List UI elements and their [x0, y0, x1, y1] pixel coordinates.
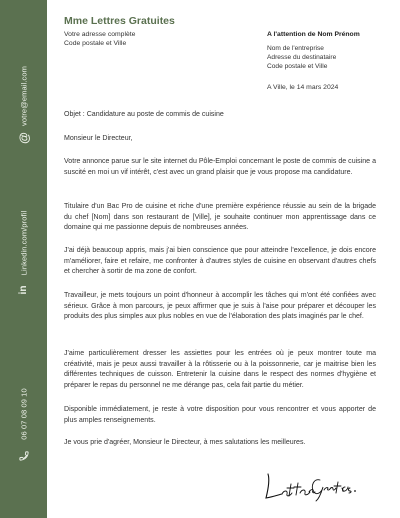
- letter-salutation: Monsieur le Directeur,: [64, 135, 133, 142]
- letter-paragraph: Disponible immédiatement, je reste à votre disposition pour vous rencontrer et vous apporter de plus amples renseignements.: [64, 406, 376, 424]
- sidebar-phone[interactable]: 06 07 08 09 10: [19, 388, 29, 440]
- recipient-city: Code postale et Ville: [267, 63, 328, 70]
- letter-paragraph: Travailleur, je mets toujours un point d'honneur à accomplir les tâches qui m'ont été confiées avec sérieux. Grâce à mon parcours, je peux affirmer que je suis à l'aise pour préparer et découper les produits des plus simples aux plus nobles en vue de l'élaboration des plats imaginés par le chef.: [64, 292, 376, 320]
- letter-paragraph: Votre annonce parue sur le site internet du Pôle-Emploi concernant le poste de commis de cuisine a suscité en moi un vif intérêt, c'est avec un grand plaisir que je vous propose ma candidature.: [64, 158, 376, 176]
- letter-paragraph: Je vous prie d'agréer, Monsieur le Directeur, à mes salutations les meilleures.: [64, 439, 306, 446]
- signature-image: [262, 470, 362, 504]
- sidebar-email[interactable]: votre@email.com: [19, 66, 29, 126]
- letter-paragraph: J'aime particulièrement dresser les assiettes pour les entrées où je peux montrer toute ma créativité, mais je peux aussi travailler à la rôtisserie ou à la poissonnerie, car je maitrise bien les différentes techniques de cuisson. Entretenir la cuisine dans le respect des normes d'hygiène et préparer le repas du personnel ne me dérange pas, cela fait partie du métier.: [64, 350, 376, 389]
- recipient-company: Nom de l'entreprise: [267, 45, 324, 52]
- linkedin-icon: in: [17, 285, 29, 295]
- recipient-title: A l'attention de Nom Prénom: [267, 31, 360, 38]
- letter-date: A Ville, le 14 mars 2024: [267, 84, 339, 91]
- contact-sidebar: [0, 0, 47, 518]
- letter-paragraph: J'ai déjà beaucoup appris, mais j'ai bien conscience que pour atteindre l'excellence, je dois encore m'améliorer, faire et refaire, me confronter à d'autres styles de cuisine en observant d'autres chefs et chercher à sortir de ma zone de confort.: [64, 247, 376, 275]
- sender-city: Code postale et Ville: [64, 40, 127, 47]
- recipient-address: Adresse du destinataire: [267, 54, 337, 61]
- sidebar-linkedin[interactable]: Linkedin.com/profil: [19, 210, 29, 276]
- at-sign-icon: @: [16, 132, 31, 144]
- letter-paragraph: Titulaire d'un Bac Pro de cuisine et riche d'une première expérience réussie au sein de la brigade du chef [Nom] dans son restaurant de [Ville], je souhaite continuer mon apprentissage dans ce domaine qui me passionne depuis de nombreuses années.: [64, 203, 376, 231]
- letter-subject: Objet : Candidature au poste de commis de cuisine: [64, 111, 224, 118]
- sender-name: Mme Lettres Gratuites: [64, 15, 175, 27]
- phone-icon: [18, 451, 29, 462]
- sender-address: Votre adresse complète: [64, 31, 136, 38]
